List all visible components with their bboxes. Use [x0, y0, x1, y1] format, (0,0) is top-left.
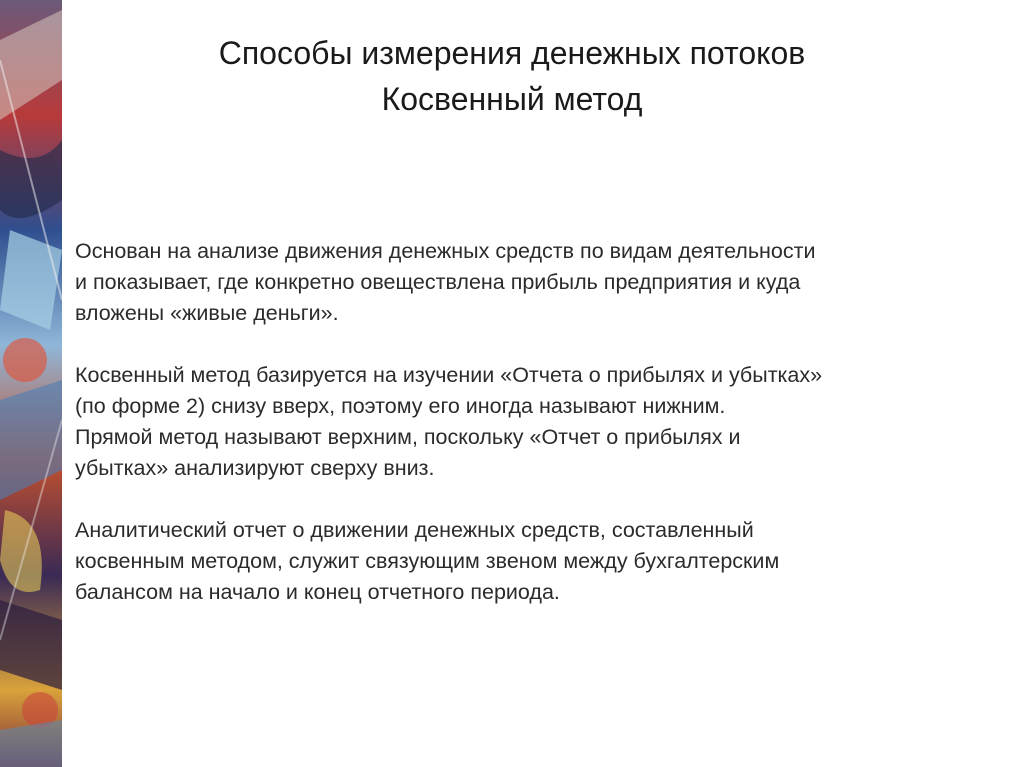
text-line: балансом на начало и конец отчетного периода.	[75, 580, 560, 604]
text-line: Косвенный метод базируется на изучении «Отчета о прибылях и убытках»	[75, 363, 823, 387]
text-line: (по форме 2) снизу вверх, поэтому его иногда называют нижним.	[75, 394, 726, 418]
text-line: косвенным методом, служит связующим звеном между бухгалтерским	[75, 549, 780, 573]
title-line-2: Косвенный метод	[381, 81, 643, 117]
abstract-art-image	[0, 0, 62, 767]
paragraph-3	[75, 515, 985, 608]
paragraph-2	[75, 360, 985, 484]
text-line: Прямой метод называют верхним, поскольку «Отчет о прибылях и	[75, 425, 741, 449]
text-line: вложены «живые деньги».	[75, 301, 339, 325]
title-line-1: Способы измерения денежных потоков	[218, 35, 806, 71]
slide-title	[62, 30, 962, 122]
text-line: убытках» анализируют сверху вниз.	[75, 456, 435, 480]
body-text	[75, 236, 985, 639]
decorative-side-artwork	[0, 0, 62, 767]
text-line: и показывает, где конкретно овеществлена прибыль предприятия и куда	[75, 270, 801, 294]
text-line: Основан на анализе движения денежных средств по видам деятельности	[75, 239, 816, 263]
paragraph-1	[75, 236, 985, 329]
text-line: Аналитический отчет о движении денежных средств, составленный	[75, 518, 754, 542]
